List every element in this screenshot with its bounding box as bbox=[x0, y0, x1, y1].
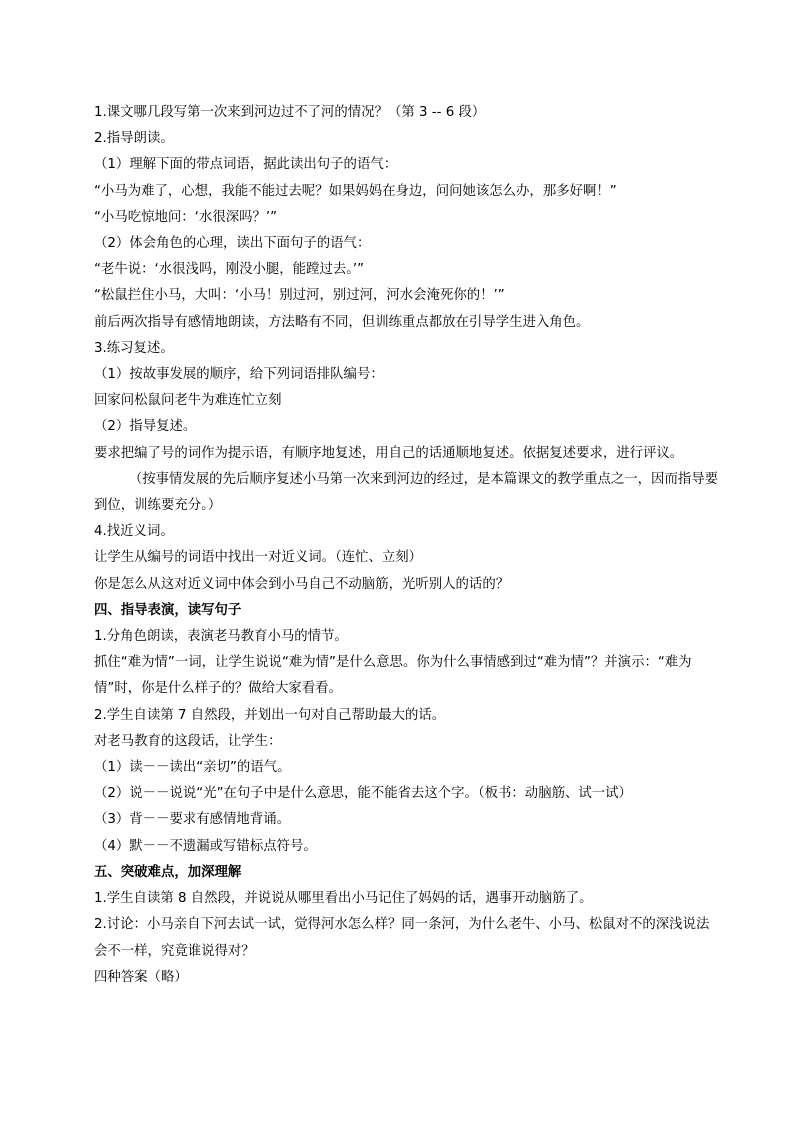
synonym-task: 让学生从编号的词语中找出一对近义词。（连忙、立刻） bbox=[94, 550, 423, 566]
retelling-note: （按事情发展的先后顺序复述小马第一次来到河边的经过，是本篇课文的教学重点之一，因而指导要到位，训练要充分。） bbox=[94, 471, 719, 514]
quote-squirrel: “松鼠拦住小马，大叫：‘小马！别过河，别过河，河水会淹死你的！’” bbox=[94, 288, 505, 304]
item-role-reading: 1.分角色朗读，表演老马教育小马的情节。 bbox=[94, 629, 348, 645]
quote-pony-surprised: “小马吃惊地问：‘水很深吗？’” bbox=[94, 209, 278, 225]
quote-old-cow: “老牛说：‘水很浅吗，刚没小腿，能蹚过去。’” bbox=[94, 262, 365, 278]
section-heading-four: 四、指导表演，读写句子 bbox=[94, 602, 242, 618]
quote-pony-hesitates: “小马为难了，心想，我能不能过去呢？如果妈妈在身边，问问她该怎么办，那多好啊！” bbox=[94, 183, 617, 199]
step-recite: （3）背－－要求有感情地背诵。 bbox=[94, 812, 290, 828]
step-dictate: （4）默－－不遗漏或写错标点符号。 bbox=[94, 838, 317, 854]
synonym-question: 你是怎么从这对近义词中体会到小马自己不动脑筋，光听别人的话的？ bbox=[94, 576, 510, 592]
lesson-plan-body bbox=[94, 100, 719, 991]
subitem-guided-retelling: （2）指导复述。 bbox=[94, 419, 197, 435]
item-retelling-practice: 3.练习复述。 bbox=[94, 340, 174, 356]
question-paragraph-range: 1.课文哪几段写第一次来到河边过不了河的情况？（第 3 -- 6 段） bbox=[94, 105, 486, 120]
step-read: （1）读－－读出“亲切”的语气。 bbox=[94, 760, 291, 776]
item-guided-reading: 2.指导朗读。 bbox=[94, 131, 174, 147]
subitem-number-words: （1）按故事发展的顺序，给下列词语排队编号： bbox=[94, 367, 384, 383]
subitem-understand-dotted-words: （1）理解下面的带点词语，据此读出句子的语气： bbox=[94, 157, 398, 173]
item-self-read-paragraph-8: 1.学生自读第 8 自然段，并说说从哪里看出小马记住了妈妈的话，遇事开动脑筋了。 bbox=[94, 891, 593, 907]
old-horse-passage-intro: 对老马教育的这段话，让学生： bbox=[94, 733, 282, 749]
subitem-role-psychology: （2）体会角色的心理，读出下面句子的语气： bbox=[94, 236, 371, 252]
section-heading-five: 五、突破难点，加深理解 bbox=[94, 864, 242, 880]
word-list: 回家问松鼠问老牛为难连忙立刻 bbox=[94, 393, 282, 409]
item-discussion: 2.讨论：小马亲自下河去试一试，觉得河水怎么样？同一条河，为什么老牛、小马、松鼠对不的深浅说法会不一样，究竟谁说得对？ bbox=[94, 917, 710, 959]
item-find-synonyms: 4.找近义词。 bbox=[94, 524, 174, 540]
step-speak: （2）说－－说说“光”在句子中是什么意思，能不能省去这个字。（板书：动脑筋、试一试） bbox=[94, 786, 632, 802]
four-answers: 四种答案（略） bbox=[94, 969, 188, 985]
retelling-requirements: 要求把编了号的词作为提示语，有顺序地复述，用自己的话通顺地复述。依据复述要求，进行评议。 bbox=[94, 445, 684, 461]
embarrassed-discussion: 抓住“难为情”一词，让学生说说“难为情”是什么意思。你为什么事情感到过“难为情”？并演示：“难为情”时，你是什么样子的？做给大家看看。 bbox=[94, 655, 692, 697]
item-self-read-paragraph-7: 2.学生自读第 7 自然段，并划出一句对自己帮助最大的话。 bbox=[94, 707, 446, 723]
note-reading-method: 前后两次指导有感情地朗读，方法略有不同，但训练重点都放在引导学生进入角色。 bbox=[94, 314, 590, 330]
